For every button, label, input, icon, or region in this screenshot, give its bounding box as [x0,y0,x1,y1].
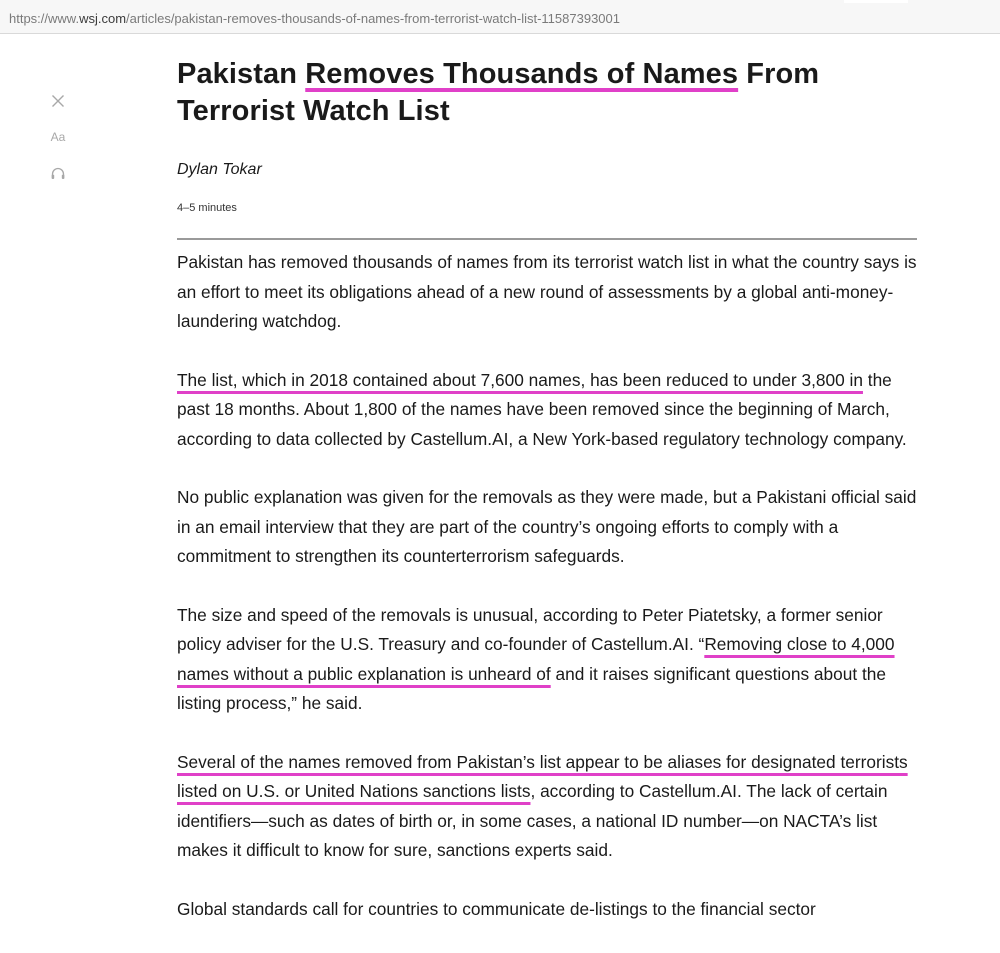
address-bar[interactable] [0,0,1000,34]
close-button[interactable] [42,88,74,114]
paragraph-2-highlight: The list, which in 2018 contained about 7,600 names, has been reduced to under 3,800 in [177,369,863,390]
headphones-icon [50,166,66,180]
title-after: From Terrorist Watch List [177,58,820,127]
font-settings-button[interactable] [42,124,74,150]
paragraph-5 [177,748,917,866]
paragraph-4-highlight: Removing close to 4,000 names without a public explanation is unheard of [177,634,895,684]
url-path: /articles/pakistan-removes-thousands-of-names-from-terrorist-watch-list-11587393001 [126,11,620,26]
title-highlight: Removes Thousands of Names [305,58,739,90]
paragraph-4 [177,601,917,719]
article [177,56,917,919]
paragraph-4-before: The size and speed of the removals is unusual, according to Peter Piatetsky, a former senior policy adviser for the U.S. Treasury and co-founder of Castellum.AI. “ [177,604,883,654]
paragraph-6: Global standards call for countries to communicate de-listings to the financial sector [177,898,816,919]
paragraph-4-after: and it raises significant questions about the listing process,” he said. [177,663,886,713]
paragraph-2-rest: the past 18 months. About 1,800 of the names have been removed since the beginning of March, according to data collected by Castellum.AI, a New York-based regulatory technology company. [177,369,907,449]
article-title [177,56,917,130]
tab-edge [844,0,908,3]
font-settings-label: Aa [50,130,66,144]
listen-button[interactable] [42,160,74,186]
title-before: Pakistan [177,58,306,90]
paragraph-5-after: , according to Castellum.AI. The lack of certain identifiers—such as dates of birth or, in some cases, a national ID number—on NACTA’s list makes it difficult to know for sure, sanctions experts said. [177,781,888,860]
url-host: wsj.com [79,11,127,26]
header-divider [177,238,917,240]
url-text[interactable] [9,11,620,26]
close-icon [51,94,65,108]
paragraph-3: No public explanation was given for the removals as they were made, but a Pakistani official said in an email interview that they are part of the country’s ongoing efforts to comply with a commitment to strengthen its counterterrorism safeguards. [177,487,917,566]
article-body [177,248,917,953]
paragraph-5-highlight: Several of the names removed from Pakistan’s list appear to be aliases for designated terrorists listed on U.S. or United Nations sanctions lists [177,751,908,801]
read-time: 4–5 minutes [177,202,237,214]
url-prefix: https://www. [9,11,80,26]
paragraph-2 [177,366,917,455]
author-byline: Dylan Tokar [177,161,262,178]
paragraph-1: Pakistan has removed thousands of names from its terrorist watch list in what the country says is an effort to meet its obligations ahead of a new round of assessments by a global anti-money-laundering watchdog. [177,252,917,331]
